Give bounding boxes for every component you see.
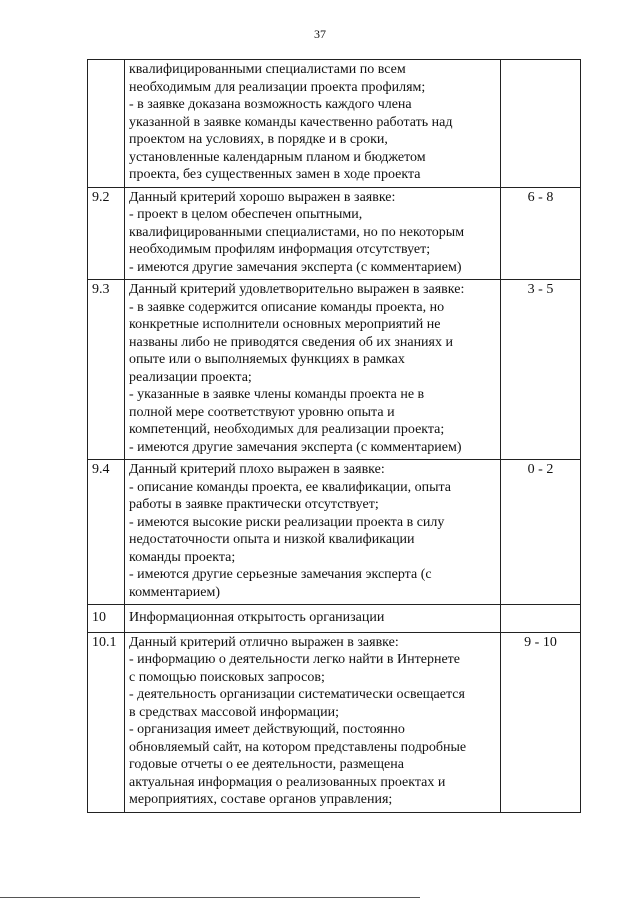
description-line: установленные календарным планом и бюджетом xyxy=(129,149,426,165)
description-line: - организация имеет действующий, постоянно xyxy=(129,722,405,737)
page-number: 37 xyxy=(314,27,326,41)
description-line: квалифицированными специалистами, но по некоторым xyxy=(129,224,465,240)
criteria-row xyxy=(88,280,581,460)
description-line: - деятельность организации систематически освещается xyxy=(129,687,465,702)
criterion-score xyxy=(501,60,581,188)
description-line: компетенций, необходимых для реализации проекта; xyxy=(129,422,445,437)
description-line: конкретные исполнители основных мероприятий не xyxy=(129,317,441,332)
criterion-score: 6 - 8 xyxy=(501,187,581,280)
description-line: недостаточности опыта и низкой квалификации xyxy=(129,532,415,547)
description-line: проекта, без существенных замен в ходе проекта xyxy=(129,167,421,182)
criterion-number: 9.2 xyxy=(88,187,125,280)
description-line: Данный критерий хорошо выражен в заявке: xyxy=(129,189,396,205)
description-line: Информационная открытость организации xyxy=(129,610,385,625)
criterion-number xyxy=(88,60,125,188)
criterion-number: 10.1 xyxy=(88,632,125,812)
description-line: Данный критерий плохо выражен в заявке: xyxy=(129,462,385,477)
description-line: команды проекта; xyxy=(129,549,236,565)
description-line: - информацию о деятельности легко найти в Интернете xyxy=(129,652,460,667)
description-line: мероприятиях, составе органов управления; xyxy=(129,792,393,807)
description-line: комментарием) xyxy=(129,584,220,600)
criterion-number: 10 xyxy=(88,605,125,633)
criterion-description xyxy=(125,187,501,280)
description-line: необходимым профилям информация отсутствует; xyxy=(129,242,431,257)
description-line: актуальная информация о реализованных проектах и xyxy=(129,774,446,790)
description-line: - в заявке содержится описание команды проекта, но xyxy=(129,299,445,315)
criterion-score: 3 - 5 xyxy=(501,280,581,460)
description-line: необходимым для реализации проекта профилям; xyxy=(129,79,426,95)
criterion-score xyxy=(501,605,581,633)
criterion-number: 9.4 xyxy=(88,460,125,605)
description-line: в средствах массовой информации; xyxy=(129,704,340,720)
description-line: Данный критерий отлично выражен в заявке: xyxy=(129,634,399,650)
description-line: названы либо не приводятся сведения об их знаниях и xyxy=(129,334,453,350)
criterion-score: 9 - 10 xyxy=(501,632,581,812)
criteria-table-body xyxy=(88,60,581,813)
criterion-description xyxy=(125,60,501,188)
criterion-score: 0 - 2 xyxy=(501,460,581,605)
description-line: - в заявке доказана возможность каждого члена xyxy=(129,97,412,112)
description-line: опыте или о выполняемых функциях в рамках xyxy=(129,352,405,367)
description-line: указанной в заявке команды качественно работать над xyxy=(129,114,453,130)
description-line: - указанные в заявке члены команды проекта не в xyxy=(129,387,425,402)
description-line: - имеются высокие риски реализации проекта в силу xyxy=(129,514,445,530)
description-line: - описание команды проекта, ее квалификации, опыта xyxy=(129,479,451,495)
description-line: - имеются другие замечания эксперта (с комментарием) xyxy=(129,259,462,275)
description-line: проектом на условиях, в порядке и в сроки, xyxy=(129,132,388,147)
description-line: с помощью поисковых запросов; xyxy=(129,669,325,685)
description-line: реализации проекта; xyxy=(129,369,252,385)
criteria-row xyxy=(88,460,581,605)
description-line: годовые отчеты о ее деятельности, размещена xyxy=(129,757,404,772)
criterion-description xyxy=(125,460,501,605)
criterion-description xyxy=(125,280,501,460)
description-line: обновляемый сайт, на котором представлены подробные xyxy=(129,739,467,755)
criterion-description xyxy=(125,605,501,633)
description-line: работы в заявке практически отсутствует; xyxy=(129,497,379,512)
description-line: - имеются другие замечания эксперта (с комментарием) xyxy=(129,439,462,455)
criterion-description xyxy=(125,632,501,812)
description-line: квалифицированными специалистами по всем xyxy=(129,62,406,77)
description-line: Данный критерий удовлетворительно выражен в заявке: xyxy=(129,282,465,297)
criteria-row xyxy=(88,60,581,188)
criterion-number: 9.3 xyxy=(88,280,125,460)
description-line: - проект в целом обеспечен опытными, xyxy=(129,207,363,222)
criteria-row xyxy=(88,187,581,280)
criteria-table xyxy=(87,59,581,813)
criteria-row xyxy=(88,605,581,633)
bottom-rule xyxy=(0,897,420,898)
criteria-row xyxy=(88,632,581,812)
description-line: полной мере соответствуют уровню опыта и xyxy=(129,404,395,420)
description-line: - имеются другие серьезные замечания эксперта (с xyxy=(129,567,432,582)
